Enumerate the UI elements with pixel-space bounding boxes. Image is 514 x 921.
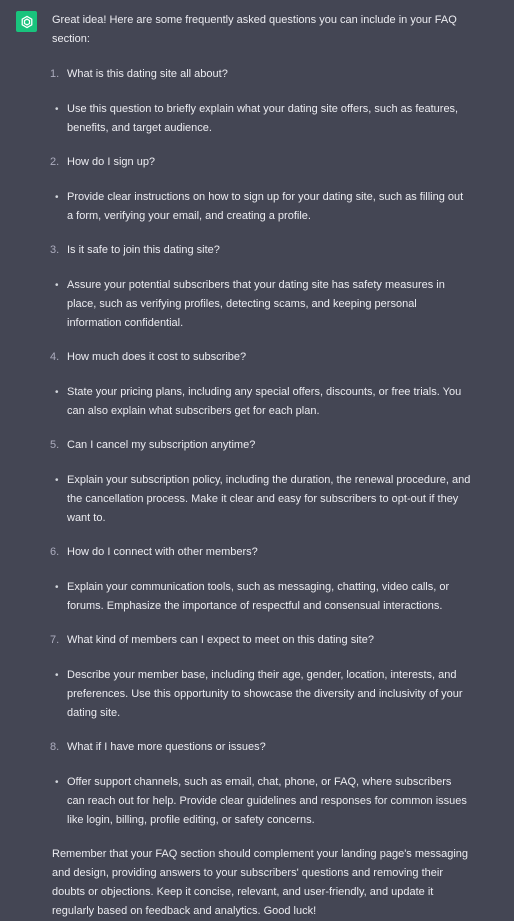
faq-answer-bullet (52, 773, 472, 830)
faq-question-item (52, 153, 472, 172)
list-number: 3. (50, 244, 60, 256)
list-number: 1. (50, 68, 60, 80)
faq-question-text: How do I sign up? (67, 156, 156, 168)
bullet-icon: • (55, 280, 59, 291)
faq-answer-bullet (52, 578, 472, 616)
bullet-icon: • (55, 582, 59, 593)
bullet-icon: • (55, 192, 59, 203)
list-number: 8. (50, 741, 60, 753)
faq-answer-bullet (52, 188, 472, 226)
bullet-icon: • (55, 670, 59, 681)
faq-answer-bullet (52, 471, 472, 528)
faq-question-item (52, 631, 472, 650)
openai-logo-icon (16, 11, 37, 32)
faq-answer-bullet (52, 666, 472, 723)
faq-question-item (52, 543, 472, 562)
list-number: 4. (50, 351, 60, 363)
faq-question-text: What kind of members can I expect to meet on this dating site? (67, 634, 374, 646)
bullet-icon: • (55, 475, 59, 486)
faq-question-item (52, 65, 472, 84)
faq-answer-text: Describe your member base, including their age, gender, location, interests, and preferences. Use this opportunity to showcase the diversity and inclusivity of your dating site. (67, 669, 463, 719)
bullet-icon: • (55, 777, 59, 788)
faq-question-text: Is it safe to join this dating site? (67, 244, 220, 256)
faq-answer-bullet (52, 100, 472, 138)
faq-question-text: How much does it cost to subscribe? (67, 351, 247, 363)
faq-question-item (52, 241, 472, 260)
faq-answer-text: Offer support channels, such as email, chat, phone, or FAQ, where subscribers can reach out for help. Provide clear guidelines and responses for common issues like login, billing, profile editing, or safety concerns. (67, 776, 467, 826)
outro-text: Remember that your FAQ section should complement your landing page's messaging and design, providing answers to your subscribers' questions and removing their doubts or objections. Keep it concise, relevant, and user-friendly, and update it regularly based on feedback and analytics. Good luck! (52, 848, 469, 917)
openai-logo-svg (20, 15, 34, 29)
faq-answer-text: Explain your subscription policy, including the duration, the renewal procedure, and the cancellation process. Make it clear and easy for subscribers to opt-out if they want to. (67, 474, 471, 524)
faq-question-text: What if I have more questions or issues? (67, 741, 266, 753)
list-number: 2. (50, 156, 60, 168)
faq-question-text: What is this dating site all about? (67, 68, 228, 80)
list-number: 5. (50, 439, 60, 451)
list-number: 6. (50, 546, 60, 558)
list-number: 7. (50, 634, 60, 646)
faq-question-text: How do I connect with other members? (67, 546, 258, 558)
faq-answer-bullet (52, 383, 472, 421)
bullet-icon: • (55, 104, 59, 115)
faq-question-text: Can I cancel my subscription anytime? (67, 439, 256, 451)
faq-question-item (52, 738, 472, 757)
faq-question-item (52, 348, 472, 367)
faq-answer-text: Assure your potential subscribers that your dating site has safety measures in place, such as verifying profiles, detecting scams, and keeping personal information confidential. (67, 279, 445, 329)
faq-list (52, 65, 472, 830)
bullet-icon: • (55, 387, 59, 398)
message-body (52, 11, 472, 921)
intro-text: Great idea! Here are some frequently asked questions you can include in your FAQ section: (52, 14, 457, 45)
faq-answer-text: State your pricing plans, including any special offers, discounts, or free trials. You can also explain what subscribers get for each plan. (67, 386, 462, 417)
faq-question-item (52, 436, 472, 455)
faq-answer-text: Provide clear instructions on how to sign up for your dating site, such as filling out a form, verifying your email, and creating a profile. (67, 191, 464, 222)
faq-answer-text: Use this question to briefly explain what your dating site offers, such as features, benefits, and target audience. (67, 103, 459, 134)
faq-answer-text: Explain your communication tools, such as messaging, chatting, video calls, or forums. Emphasize the importance of respectful and consensual interactions. (67, 581, 450, 612)
faq-answer-bullet (52, 276, 472, 333)
